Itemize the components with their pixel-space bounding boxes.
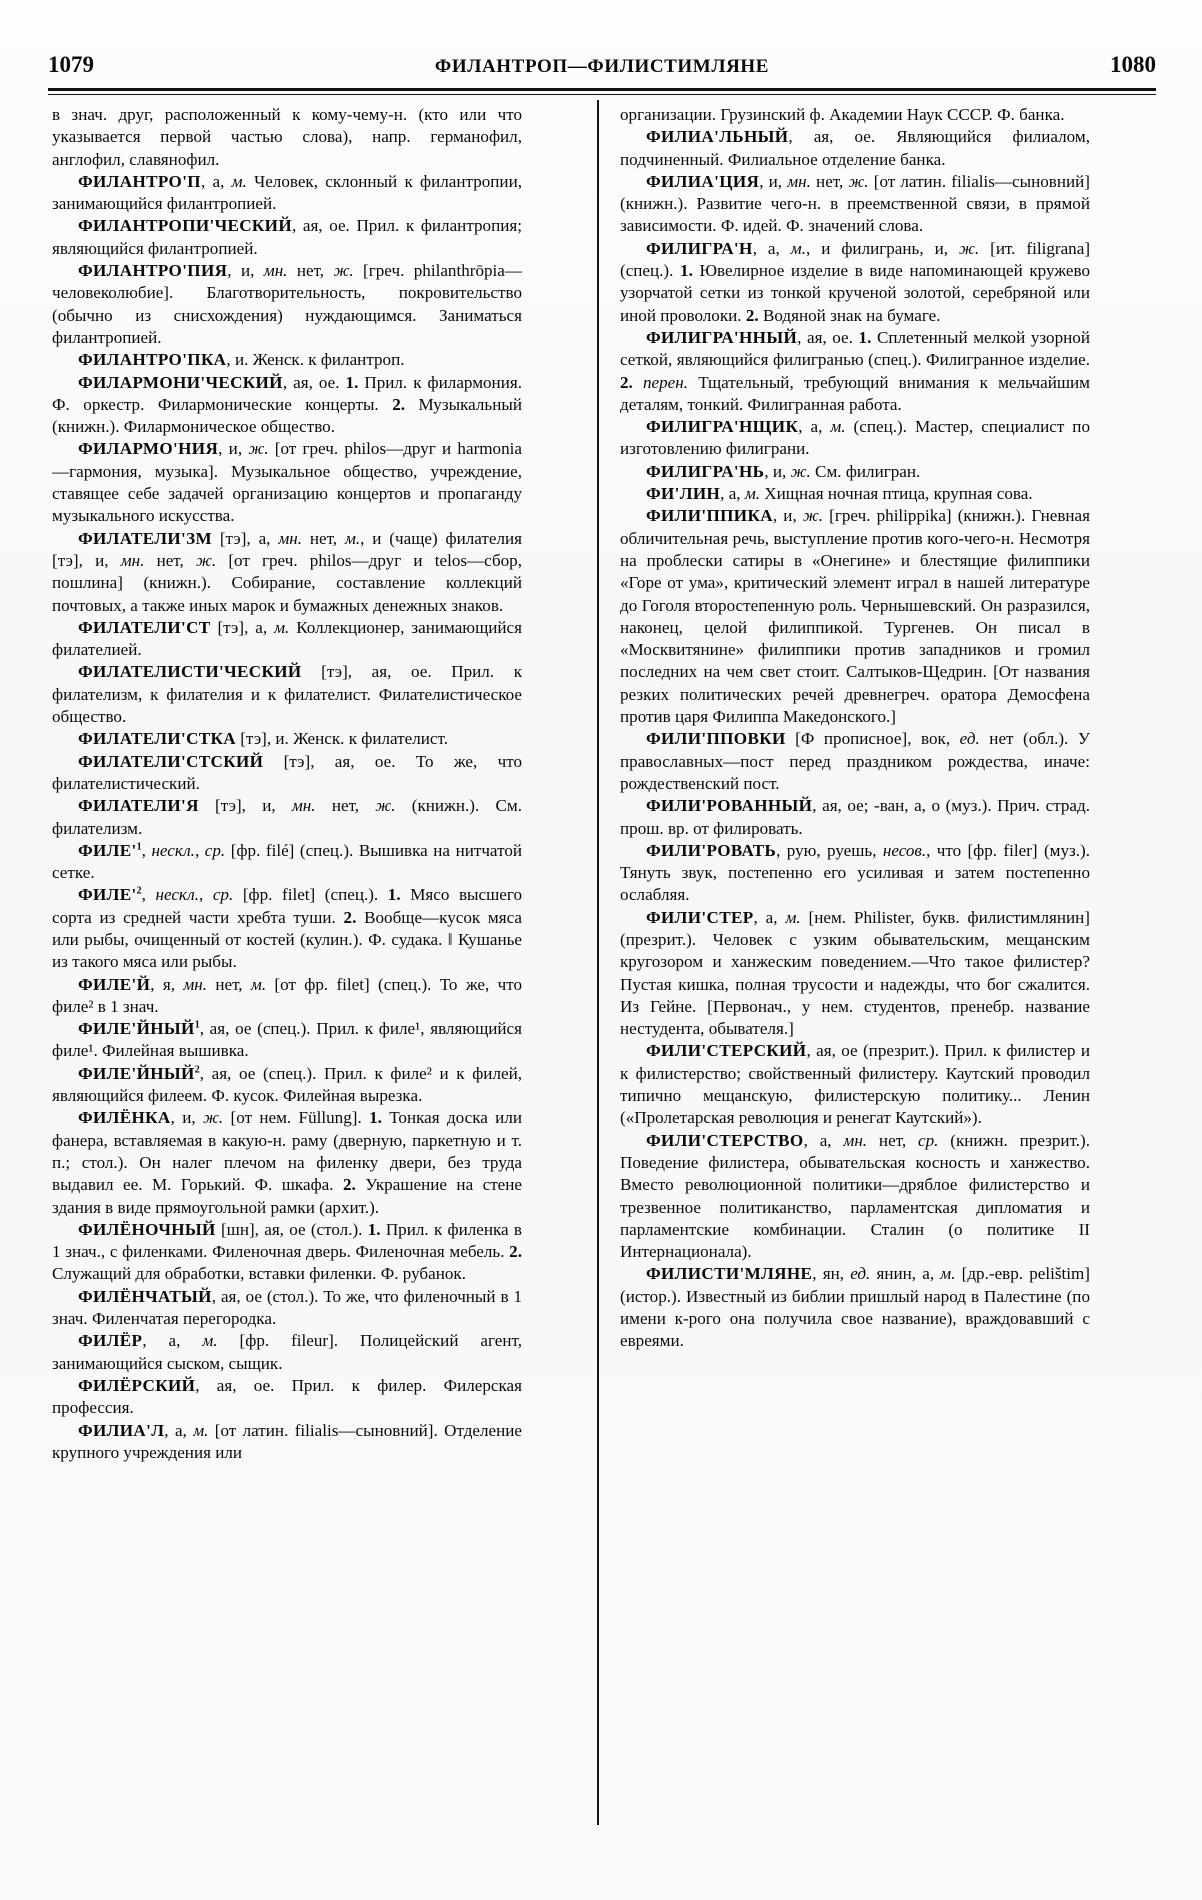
entry-headword: ФИЛАНТРО'ПКА — [78, 350, 227, 370]
dictionary-entry — [620, 461, 1090, 483]
entry-headword: ФИЛИ'ППИКА — [646, 506, 773, 526]
dictionary-entry — [52, 171, 522, 216]
dictionary-entry — [620, 840, 1090, 907]
dictionary-entry — [52, 260, 522, 349]
dictionary-entry — [52, 528, 522, 617]
dictionary-entry — [52, 349, 522, 371]
entry-definition: , и, ж. См. филигран. — [764, 461, 921, 481]
entry-definition: [тэ], а, мн. нет, м., и (чаще) филателия [тэ], и, мн. нет, ж. [от греч. philos—друг и telos—сбор, пошлина] (книжн.). Собирание, составление коллекций почтовых, а также иных марок и бумажных денежных знаков. — [52, 528, 523, 615]
entry-headword: ФИЛАРМО'НИЯ — [78, 439, 219, 459]
entry-definition: , а, м. Хищная ночная птица, крупная сова. — [720, 484, 1033, 504]
dictionary-entry — [620, 505, 1090, 728]
dictionary-entry — [52, 215, 522, 260]
entry-continuation: организации. Грузинский ф. Академии Наук СССР. Ф. банка. — [620, 105, 1065, 124]
dictionary-entry — [52, 372, 522, 439]
entry-definition: [тэ], ая, ое. Прил. к филателизм, к филателия и к филателист. Филателистическое общество. — [52, 662, 522, 727]
entry-headword: ФИЛЁНОЧНЫЙ — [78, 1219, 216, 1239]
dictionary-entry — [52, 1107, 522, 1218]
entry-definition: , ая, ое (спец.). Прил. к филе¹, являющийся филе¹. Филейная вышивка. — [52, 1019, 522, 1061]
entry-definition: , и, ж. [от нем. Füllung]. 1. Тонкая доска или фанера, вставляемая в какую-н. раму (дверную, паркетную и т. п.; стол.). Он налег плечом на филенку двери, без труда выдавил ее. М. Горький. Ф. шкафа. 2. Украшение на стене здания в виде прямоугольной рамки (архит.). — [52, 1108, 523, 1217]
entry-definition: , а, м., и филигрань, и, ж. [ит. filigrana] (спец.). 1. Ювелирное изделие в виде напоминающей кружево узорчатой сетки из тонкой крученой золотой, серебряной или иной проволоки. 2. Водяной знак на бумаге. — [620, 238, 1091, 325]
dictionary-entry — [52, 617, 522, 662]
dictionary-entry — [52, 1063, 522, 1108]
dictionary-entry — [620, 1130, 1090, 1264]
dictionary-entry — [52, 438, 522, 527]
entry-definition: , и. Женск. к филантроп. — [226, 350, 405, 370]
dictionary-entry — [620, 126, 1090, 171]
entry-definition: , ая, ое. Являющийся филиалом, подчиненный. Филиальное отделение банка. — [620, 127, 1090, 169]
entry-definition: , нескл., ср. [фр. filé] (спец.). Вышивка на нитчатой сетке. — [52, 840, 523, 883]
entry-headword: ФИЛАТЕЛИ'СТСКИЙ — [78, 751, 264, 771]
dictionary-entry — [52, 1286, 522, 1331]
entry-headword: ФИЛЕ'Й — [78, 974, 151, 994]
folio-right: 1080 — [1110, 52, 1156, 77]
entry-headword: ФИЛАТЕЛИ'СТКА — [78, 729, 236, 749]
entry-headword: ФИЛИ'РОВАННЫЙ — [646, 796, 813, 816]
dictionary-entry — [52, 751, 522, 796]
entry-headword: ФИЛИГРА'ННЫЙ — [646, 327, 798, 347]
headword-homonym-index: 2 — [194, 1064, 200, 1076]
entry-definition: [тэ], и. Женск. к филателист. — [235, 729, 448, 749]
entry-headword: ФИЛЁНЧАТЫЙ — [78, 1286, 212, 1306]
entry-headword: ФИЛИА'ЦИЯ — [646, 171, 760, 191]
headword-homonym-index: 1 — [194, 1019, 200, 1031]
dictionary-entry — [52, 728, 522, 750]
dictionary-entry — [620, 483, 1090, 505]
dictionary-entry — [52, 795, 522, 840]
entry-headword: ФИЛИГРА'НЩИК — [646, 417, 799, 437]
column-right — [620, 104, 1090, 1353]
entry-definition: , ая, ое (спец.). Прил. к филе² и к филей, являющийся филеем. Ф. кусок. Филейная вырезка. — [52, 1063, 522, 1106]
entry-headword: ФИЛИГРА'НЬ — [646, 461, 765, 481]
entry-definition: , нескл., ср. [фр. filet] (спец.). 1. Мясо высшего сорта из средней части хребта туши. 2. Вообще—кусок мяса или рыбы, очищенный от костей (кулин.). Ф. судака. ‖ Кушанье из такого мяса или рыбы. — [52, 885, 523, 972]
entry-headword: ФИЛАРМОНИ'ЧЕСКИЙ — [78, 372, 283, 392]
entry-definition: , а, мн. нет, ср. (книжн. презрит.). Поведение филистера, обывательская косность и ханжество. Вместо революционной политики—дряблое филистерство и трезвенное политиканство, парламентская дипломатия и парламентские комбинации. Сталин (о политике II Интернационала). — [620, 1130, 1090, 1262]
headword-homonym-index: 2 — [136, 885, 142, 897]
entry-headword: ФИЛИСТИ'МЛЯНЕ — [646, 1264, 813, 1284]
entry-headword: ФИЛАТЕЛИ'ЗМ — [78, 528, 212, 548]
dictionary-entry — [52, 974, 522, 1019]
entry-definition: , ян, ед. янин, а, м. [др.-евр. pelištim] (истор.). Известный из библии пришлый народ в Палестине (по имени к-рого она получила свое название), враждовавший с евреями. — [620, 1264, 1091, 1351]
entry-headword: ФИЛАНТРО'ПИЯ — [78, 261, 228, 281]
entry-headword: ФИЛИ'СТЕРСТВО — [646, 1130, 804, 1150]
entry-headword: ФИЛЕ'ЙНЫЙ — [78, 1063, 195, 1083]
dictionary-entry — [620, 1040, 1090, 1129]
entry-definition: , ая, ое. 1. Сплетенный мелкой узорной сеткой, являющийся филигранью (спец.). Филигранное изделие. 2. перен. Тщательный, требующий внимания к мельчайшим деталям, тонкий. Филигранная работа. — [620, 327, 1090, 414]
dictionary-entry — [52, 840, 522, 885]
entry-definition: , а, м. [нем. Philister, букв. филистимлянин] (презрит.). Человек с узким обывательским, мещанским кругозором и ханжеским поведением.—Что такое филистер? Пустая кишка, полная трусости и надежды, что бог сжалится. Из Гейне. [Первонач., у нем. студентов, пренебр. название нестудента, обывателя.] — [620, 907, 1090, 1039]
entry-headword: ФИЛИ'РОВАТЬ — [646, 840, 777, 860]
running-title: ФИЛАНТРОП—ФИЛИСТИМЛЯНЕ — [434, 56, 770, 77]
headword-homonym-index: 1 — [136, 841, 142, 853]
entry-definition: [шн], ая, ое (стол.). 1. Прил. к филенка в 1 знач., с филенками. Филеночная дверь. Филеночная мебель. 2. Служащий для обработки, вставки филенки. Ф. рубанок. — [52, 1219, 522, 1284]
entry-definition: , я, мн. нет, м. [от фр. filet] (спец.). То же, что филе² в 1 знач. — [52, 974, 522, 1016]
dictionary-entry — [52, 1420, 522, 1465]
dictionary-entry — [620, 1263, 1090, 1352]
header-rule-thick — [48, 88, 1156, 91]
entry-headword: ФИЛИА'ЛЬНЫЙ — [646, 127, 789, 147]
entry-definition: , а, м. [фр. fileur]. Полицейский агент, занимающийся сыском, сыщик. — [52, 1331, 522, 1373]
dictionary-entry — [620, 171, 1090, 238]
entry-headword: ФИЛИ'ППОВКИ — [646, 729, 786, 749]
entry-headword: ФИЛАТЕЛИСТИ'ЧЕСКИЙ — [78, 662, 302, 682]
entry-definition: [тэ], и, мн. нет, ж. (книжн.). См. филателизм. — [52, 796, 523, 838]
dictionary-entry — [52, 661, 522, 728]
entry-headword: ФИЛИГРА'Н — [646, 238, 753, 258]
entry-headword: ФИЛЁНКА — [78, 1108, 171, 1128]
entry-definition: , а, м. Человек, склонный к филантропии, занимающийся филантропией. — [52, 171, 523, 214]
entry-headword: ФИЛАТЕЛИ'СТ — [78, 617, 211, 637]
header-rule-thin — [48, 94, 1156, 95]
entry-headword: ФИЛЕ' — [78, 840, 137, 860]
entry-headword: ФИЛАТЕЛИ'Я — [78, 796, 199, 816]
entry-definition: [тэ], ая, ое. То же, что филателистический. — [52, 751, 522, 793]
dictionary-entry — [620, 238, 1090, 327]
entry-headword: ФИЛЕ'ЙНЫЙ — [78, 1019, 195, 1039]
dictionary-entry — [52, 1330, 522, 1375]
entry-definition: [тэ], а, м. Коллекционер, занимающийся филателией. — [52, 617, 522, 660]
entry-definition: , ая, ое. 1. Прил. к филармония. Ф. оркестр. Филармонические концерты. 2. Музыкальный (книжн.). Филармоническое общество. — [52, 372, 522, 437]
entry-definition: , и, ж. [от греч. philos—друг и harmonia—гармония, музыка]. Музыкальное общество, учреждение, ставящее себе задачей организацию концертов и пропаганду музыкального искусства. — [52, 439, 522, 526]
dictionary-entry — [620, 795, 1090, 840]
entry-headword: ФИ'ЛИН — [646, 484, 721, 504]
entry-definition: [Ф прописное], вок, ед. нет (обл.). У православных—пост перед праздником рождества, иначе: рождественский пост. — [620, 729, 1090, 793]
dictionary-entry — [52, 884, 522, 973]
column-divider-rule — [597, 100, 599, 1825]
entry-definition: , ая, ое (стол.). То же, что филеночный в 1 знач. Филенчатая перегородка. — [52, 1286, 522, 1329]
entry-definition: , ая, ое; -ван, а, о (муз.). Прич. страд. прош. вр. от филировать. — [620, 796, 1090, 838]
entry-definition: , и, ж. [греч. philippika] (книжн.). Гневная обличительная речь, выступление против кого-чего-н. Несмотря на проблески сатиры в «Онегине» и блестящие филиппики «Горе от ума», критический элемент играл в нашей литературе до Гоголя второстепенную роль. Чернышевский. Он разразился, наконец, целой филиппикой. Тургенев. Он писал в «Москвитянине» филиппики против западников и громил последних на чем свет стоит. Салтыков-Щедрин. [От названия резких политических речей древнегреч. оратора Демосфена против царя Филиппа Македонского.] — [620, 506, 1090, 727]
entry-definition: , и, мн. нет, ж. [греч. philanthrōpia—человеколюбие]. Благотворительность, покровительство (обычно из снисхождения) нуждающимся. Заниматься филантропией. — [52, 261, 522, 347]
running-head — [48, 44, 1156, 76]
dictionary-entry — [620, 327, 1090, 416]
entry-definition: , а, м. (спец.). Мастер, специалист по изготовлению филиграни. — [620, 417, 1091, 459]
entry-headword: ФИЛАНТРО'П — [78, 171, 201, 191]
entry-definition: , ая, ое (презрит.). Прил. к филистер и к филистерство; свойственный филистеру. Каутский проводил типично мещанскую, филистерскую политику... Ленин («Пролетарская революция и ренегат Каутский»). — [620, 1041, 1090, 1128]
entry-definition: , рую, руешь, несов., что [фр. filer] (муз.). Тянуть звук, постепенно его усиливая и затем постепенно ослабляя. — [620, 840, 1091, 905]
entry-definition: , и, мн. нет, ж. [от латин. filialis—сыновний] (книжн.). Развитие чего-н. в преемственной связи, в прямой зависимости. Ф. идей. Ф. значений слова. — [620, 171, 1091, 236]
entry-definition: , ая, ое. Прил. к филер. Филерская профессия. — [52, 1375, 522, 1418]
entry-headword: ФИЛИ'СТЕР — [646, 907, 754, 927]
entry-headword: ФИЛЁРСКИЙ — [78, 1375, 196, 1395]
column-left — [52, 104, 522, 1464]
entry-headword: ФИЛЁР — [78, 1331, 143, 1351]
dictionary-entry — [52, 1375, 522, 1420]
dictionary-entry — [620, 416, 1090, 461]
entry-headword: ФИЛИА'Л — [78, 1420, 165, 1440]
dictionary-entry — [620, 728, 1090, 795]
entry-headword: ФИЛЕ' — [78, 885, 137, 905]
entry-definition: , ая, ое. Прил. к филантропия; являющийся филантропией. — [52, 216, 522, 258]
entry-continuation: в знач. друг, расположенный к кому-чему-н. (кто или что указывается первой частью слова), напр. германофил, англофил, славянофил. — [52, 105, 522, 169]
entry-headword: ФИЛАНТРОПИ'ЧЕСКИЙ — [78, 216, 292, 236]
dictionary-entry — [52, 1018, 522, 1063]
dictionary-entry — [620, 907, 1090, 1041]
folio-left: 1079 — [48, 52, 94, 77]
dictionary-entry — [52, 1219, 522, 1286]
entry-definition: , а, м. [от латин. filialis—сыновний]. Отделение крупного учреждения или — [52, 1420, 523, 1462]
entry-headword: ФИЛИ'СТЕРСКИЙ — [646, 1041, 807, 1061]
